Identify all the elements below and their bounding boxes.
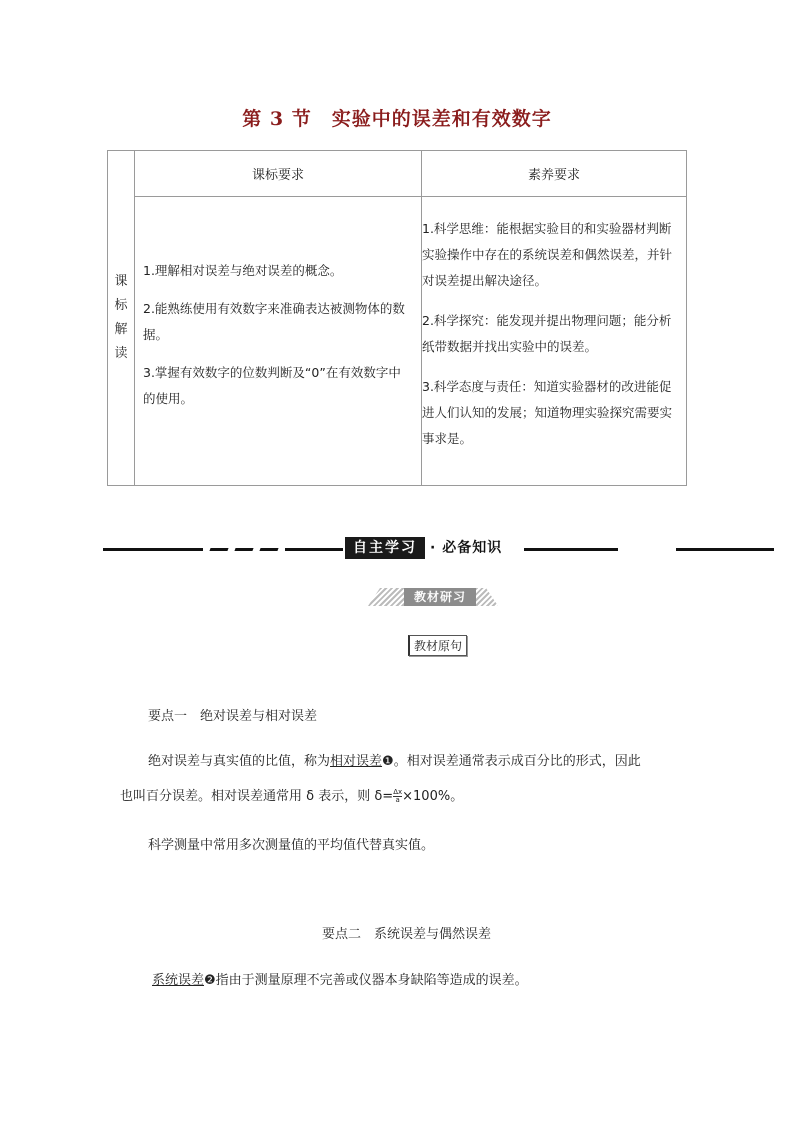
banner-box: 自主学习 <box>345 537 425 559</box>
term-systematic-error: 系统误差 <box>152 973 205 988</box>
textbook-source-label: 教材原句 <box>408 635 467 656</box>
requirement-item: 2.科学探究：能发现并提出物理问题；能分析纸带数据并找出实验中的误差。 <box>422 313 672 354</box>
literacy-requirements <box>422 197 687 486</box>
divider <box>524 548 618 551</box>
header-curriculum: 课标要求 <box>135 151 422 197</box>
point1-line2: 也叫百分误差。相对误差通常用 δ 表示，则 δ= $\frac{\Delta x}{a}$ ×100%。 <box>120 788 464 804</box>
side-char: 读 <box>114 346 128 361</box>
side-char: 标 <box>114 298 128 313</box>
requirement-item: 1.科学思维：能根据实验目的和实验器材判断实验操作中存在的系统误差和偶然误差，并针对误差提出解决途径。 <box>422 221 673 288</box>
curriculum-table <box>107 150 687 486</box>
point2-line1: 系统误差❷指由于测量原理不完善或仪器本身缺陷等造成的误差。 <box>152 973 528 988</box>
divider <box>676 548 774 551</box>
section-banner <box>0 537 794 561</box>
requirement-item: 3.科学态度与责任：知道实验器材的改进能促进人们认知的发展；知道物理实验探究需要实事求是。 <box>422 379 673 446</box>
note-marker: ❷ <box>204 973 216 988</box>
divider <box>285 548 343 551</box>
banner-subtitle: · 必备知识 <box>430 540 503 556</box>
requirement-item: 3.掌握有效数字的位数判断及“0”在有效数字中的使用。 <box>143 365 401 406</box>
curriculum-requirements <box>135 197 422 486</box>
side-char: 解 <box>114 322 128 337</box>
point2-heading: 要点二 系统误差与偶然误差 <box>322 927 492 942</box>
requirement-item: 2.能熟练使用有效数字来准确表达被测物体的数据。 <box>143 301 405 342</box>
tab-label: 教材研习 <box>404 588 476 606</box>
divider <box>103 548 203 551</box>
page-title: 第 3 节 实验中的误差和有效数字 <box>242 108 552 130</box>
point1-heading: 要点一 绝对误差与相对误差 <box>148 709 318 724</box>
requirement-item: 1.理解相对误差与绝对误差的概念。 <box>143 263 343 278</box>
divider <box>234 548 253 551</box>
divider <box>209 548 228 551</box>
side-label <box>108 151 135 486</box>
header-literacy: 素养要求 <box>422 151 687 197</box>
point1-line3: 科学测量中常用多次测量值的平均值代替真实值。 <box>148 838 435 853</box>
fraction: $\frac{\Delta x}{a}$ <box>393 788 403 804</box>
term-relative-error: 相对误差 <box>330 754 383 769</box>
point1-line1: 绝对误差与真实值的比值，称为相对误差❶。相对误差通常表示成百分比的形式，因此 <box>148 754 641 769</box>
side-char: 课 <box>114 274 128 289</box>
section-tab <box>368 588 498 606</box>
note-marker: ❶ <box>382 754 394 769</box>
divider <box>259 548 278 551</box>
